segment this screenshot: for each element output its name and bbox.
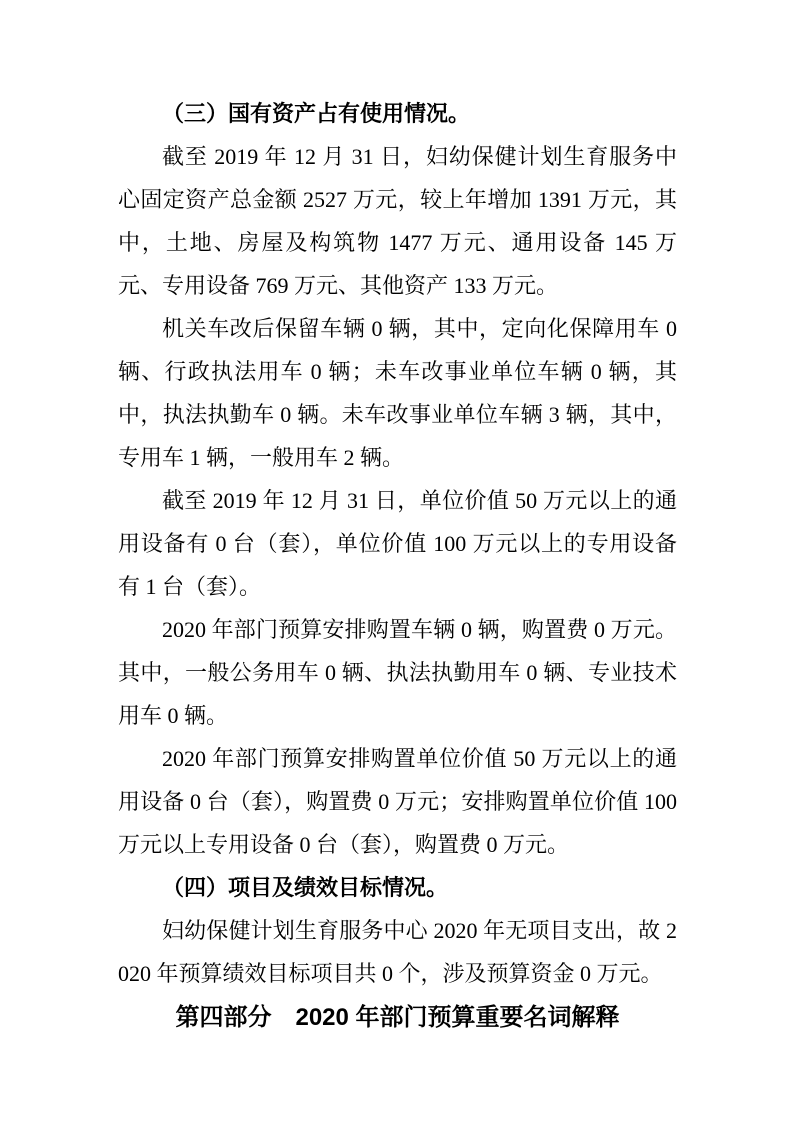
paragraph-performance-goals: 妇幼保健计划生育服务中心 2020 年无项目支出，故 2020 年预算绩效目标项目共 0 个，涉及预算资金 0 万元。	[118, 918, 677, 986]
paragraph-2020-equipment-purchase: 2020 年部门预算安排购置单位价值 50 万元以上的通用设备 0 台（套），购置费 0 万元；安排购置单位价值 100 万元以上专用设备 0 台（套），购置费 0 万元。	[118, 746, 677, 857]
section-heading-state-assets: （三）国有资产占有使用情况。	[162, 101, 471, 126]
section-heading-performance-goals: （四）项目及绩效目标情况。	[162, 875, 449, 900]
part4-title: 第四部分 2020 年部门预算重要名词解释	[175, 1004, 620, 1031]
paragraph-vehicles-retained: 机关车改后保留车辆 0 辆，其中，定向化保障用车 0 辆、行政执法用车 0 辆；未车改事业单位车辆 0 辆，其中，执法执勤车 0 辆。未车改事业单位车辆 3 辆，其中，专用车 1 辆，一般用车 2 辆。	[118, 316, 677, 470]
paragraph-2020-vehicle-purchase: 2020 年部门预算安排购置车辆 0 辆，购置费 0 万元。其中，一般公务用车 0 辆、执法执勤用车 0 辆、专业技术用车 0 辆。	[118, 617, 677, 728]
paragraph-fixed-assets: 截至 2019 年 12 月 31 日，妇幼保健计划生育服务中心固定资产总金额 2527 万元，较上年增加 1391 万元，其中，土地、房屋及构筑物 1477 万元、通用设备 145 万元、专用设备 769 万元、其他资产 133 万元。	[118, 144, 677, 298]
document-body	[118, 92, 677, 1041]
paragraph-high-value-equipment: 截至 2019 年 12 月 31 日，单位价值 50 万元以上的通用设备有 0 台（套），单位价值 100 万元以上的专用设备有 1 台（套）。	[118, 488, 677, 599]
